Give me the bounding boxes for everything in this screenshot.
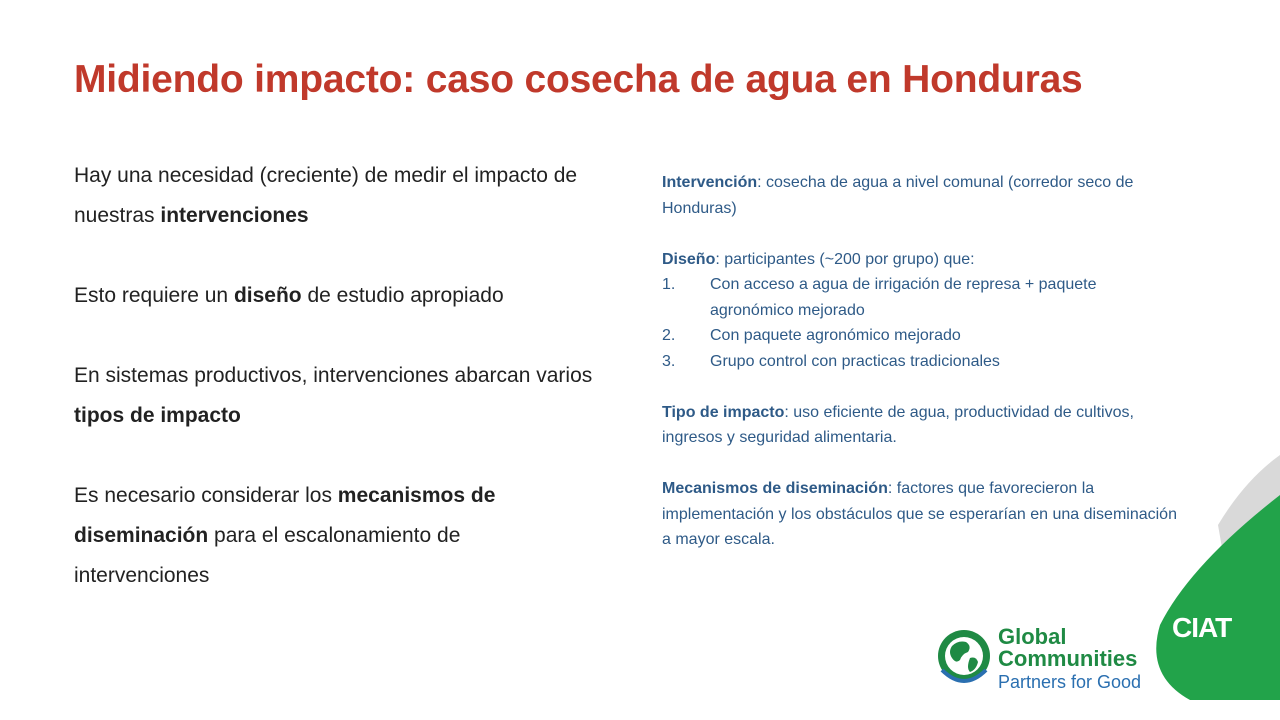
- gc-text-block: [998, 626, 1141, 694]
- p3-bold: tipos de impacto: [74, 404, 241, 427]
- list-item-text: Con acceso a agua de irrigación de represa + paquete agronómico mejorado: [710, 276, 1097, 319]
- intervencion-label: Intervención: [662, 174, 758, 191]
- mecanismos-paragraph: [662, 476, 1182, 553]
- p4-bold: mecanismos de diseminación: [74, 484, 496, 547]
- diseno-text: : participantes (~200 por grupo) que:: [715, 250, 975, 268]
- p4-text-c: para el escalonamiento de intervenciones: [74, 524, 461, 587]
- ciat-decorative-shape: [1150, 455, 1280, 720]
- slide-title: Midiendo impacto: caso cosecha de agua en Honduras: [74, 58, 1083, 101]
- left-paragraph-4: [74, 476, 594, 596]
- list-item-text: Con paquete agronómico mejorado: [710, 327, 961, 344]
- p4-text-a: Es necesario considerar los: [74, 484, 338, 507]
- left-paragraph-3: [74, 356, 594, 436]
- list-item: [662, 323, 1182, 349]
- list-item-text: Grupo control con practicas tradicionales: [710, 352, 1000, 370]
- gc-line1: Global: [998, 624, 1067, 649]
- gc-line3: Partners for Good: [998, 672, 1142, 692]
- gc-line2: Communities: [998, 646, 1138, 671]
- green-leaf-shape: [1156, 495, 1280, 700]
- p2-text-a: Esto requiere un: [74, 284, 234, 307]
- intervencion-paragraph: [662, 170, 1182, 221]
- right-column: [662, 170, 1182, 578]
- list-item-number: 3.: [662, 352, 676, 370]
- ciat-logo-text: CIAT: [1172, 612, 1232, 643]
- p2-text-c: de estudio apropiado: [301, 284, 504, 307]
- list-item-number: 1.: [662, 276, 676, 293]
- tipo-paragraph: [662, 400, 1182, 451]
- diseno-label: Diseño: [662, 250, 716, 268]
- p2-bold: diseño: [233, 284, 302, 307]
- intervencion-text: : cosecha de agua a nivel comunal (corredor seco de Honduras): [662, 174, 1134, 217]
- left-paragraph-1: [74, 156, 594, 236]
- p3-text: En sistemas productivos, intervenciones abarcan varios: [74, 364, 593, 387]
- p1-text: Hay una necesidad (creciente) de medir el impacto de nuestras: [74, 164, 578, 227]
- design-list: [662, 272, 1182, 374]
- p1-bold: intervenciones: [160, 204, 309, 227]
- left-column: [74, 156, 594, 636]
- list-item-number: 2.: [662, 327, 676, 344]
- global-communities-logo: [936, 626, 1146, 694]
- globe-icon: [936, 628, 992, 688]
- list-item: [662, 272, 1182, 323]
- mecanismos-text: : factores que favorecieron la implementación y los obstáculos que se esperarían en una diseminación a mayor escala.: [662, 480, 1177, 548]
- tipo-label: Tipo de impacto: [662, 403, 785, 421]
- left-paragraph-2: [74, 276, 594, 316]
- list-item: [662, 349, 1182, 375]
- diseno-line: [662, 247, 1182, 273]
- mecanismos-label: Mecanismos de diseminación: [662, 480, 888, 497]
- tipo-text: : uso eficiente de agua, productividad de cultivos, ingresos y seguridad alimentaria.: [662, 403, 1134, 446]
